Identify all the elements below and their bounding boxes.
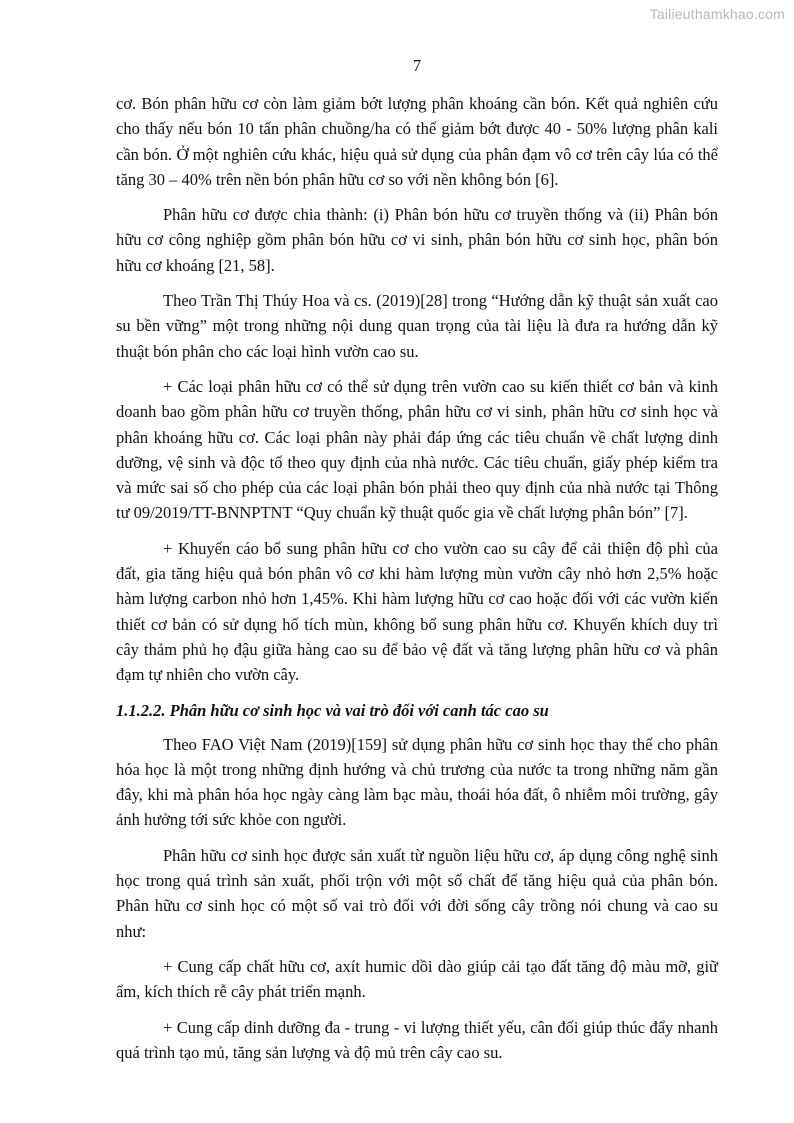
section-heading: 1.1.2.2. Phân hữu cơ sinh học và vai trò đối với canh tác cao su	[116, 700, 549, 720]
paragraph-benefit-humic: + Cung cấp chất hữu cơ, axít humic dồi dào giúp cải tạo đất tăng độ màu mỡ, giữ ẩm, kích thích rễ cây phát triển mạnh.	[116, 956, 718, 1002]
paragraph-rubber-guideline: Theo Trần Thị Thúy Hoa và cs. (2019)[28] trong “Hướng dẫn kỹ thuật sản xuất cao su bền vững” một trong những nội dung quan trọng của tài liệu là đưa ra hướng dẫn kỹ thuật bón phân cho các loại hình vườn cao su.	[116, 291, 718, 361]
watermark: Tailieuthamkhao.com	[649, 6, 785, 22]
page-number: 7	[412, 56, 422, 75]
paragraph-fao: Theo FAO Việt Nam (2019)[159] sử dụng phân hữu cơ sinh học thay thế cho phân hóa học là một trong những định hướng và chủ trương của nước ta trong những năm gần đây, khi mà phân hóa học ngày càng làm bạc màu, thoái hóa đất, ô nhiễm môi trường, gây ảnh hưởng tới sức khỏe con người.	[116, 734, 718, 830]
paragraph-bio-organic: Phân hữu cơ sinh học được sản xuất từ nguồn liệu hữu cơ, áp dụng công nghệ sinh học trong quá trình sản xuất, phối trộn với một số chất để tăng hiệu quả của phân bón. Phân hữu cơ sinh học có một số vai trò đối với đời sống cây trồng nói chung và cao su như:	[116, 845, 718, 941]
paragraph-continuation: cơ. Bón phân hữu cơ còn làm giảm bớt lượng phân khoáng cần bón. Kết quả nghiên cứu cho thấy nếu bón 10 tấn phân chuồng/ha có thể giảm bớt được 40 - 50% lượng phân kali cần bón. Ở một nghiên cứu khác, hiệu quả sử dụng của phân đạm vô cơ trên cây lúa có thể tăng 30 – 40% trên nền bón phân hữu cơ so với nền không bón [6].	[116, 94, 718, 189]
document-body	[116, 91, 718, 1075]
paragraph-recommendation: + Khuyến cáo bổ sung phân hữu cơ cho vườn cao su cây để cải thiện độ phì của đất, gia tăng hiệu quả bón phân vô cơ khi hàm lượng mùn vườn cây nhỏ hơn 2,5% hoặc hàm lượng carbon nhỏ hơn 1,45%. Khi hàm lượng hữu cơ cao hoặc đối với các vườn kiến thiết cơ bản có sử dụng hố tích mùn, không bổ sung phân hữu cơ. Khuyến khích duy trì cây thảm phủ họ đậu giữa hàng cao su để bảo vệ đất và tăng lượng phân hữu cơ và phân đạm tự nhiên cho vườn cây.	[116, 538, 718, 685]
paragraph-organic-types: + Các loại phân hữu cơ có thể sử dụng trên vườn cao su kiến thiết cơ bản và kinh doanh bao gồm phân hữu cơ truyền thống, phân hữu cơ vi sinh, phân hữu cơ sinh học và phân khoáng hữu cơ. Các loại phân này phải đáp ứng các tiêu chuẩn về chất lượng dinh dưỡng, vệ sinh và độc tố theo quy định của nhà nước. Các tiêu chuẩn, giấy phép kiểm tra và mức sai số cho phép của các loại phân bón phải theo quy định của nhà nước tại Thông tư 09/2019/TT-BNNPTNT “Quy chuẩn kỹ thuật quốc gia về chất lượng phân bón” [7].	[116, 376, 718, 523]
paragraph-benefit-nutrients: + Cung cấp dinh dưỡng đa - trung - vi lượng thiết yếu, cân đối giúp thúc đẩy nhanh quá trình tạo mủ, tăng sản lượng và độ mủ trên cây cao su.	[116, 1017, 718, 1062]
paragraph-fertilizer-classification: Phân hữu cơ được chia thành: (i) Phân bón hữu cơ truyền thống và (ii) Phân bón hữu cơ công nghiệp gồm phân bón hữu cơ vi sinh, phân bón hữu cơ sinh học, phân bón hữu cơ khoáng [21, 58].	[116, 205, 718, 275]
